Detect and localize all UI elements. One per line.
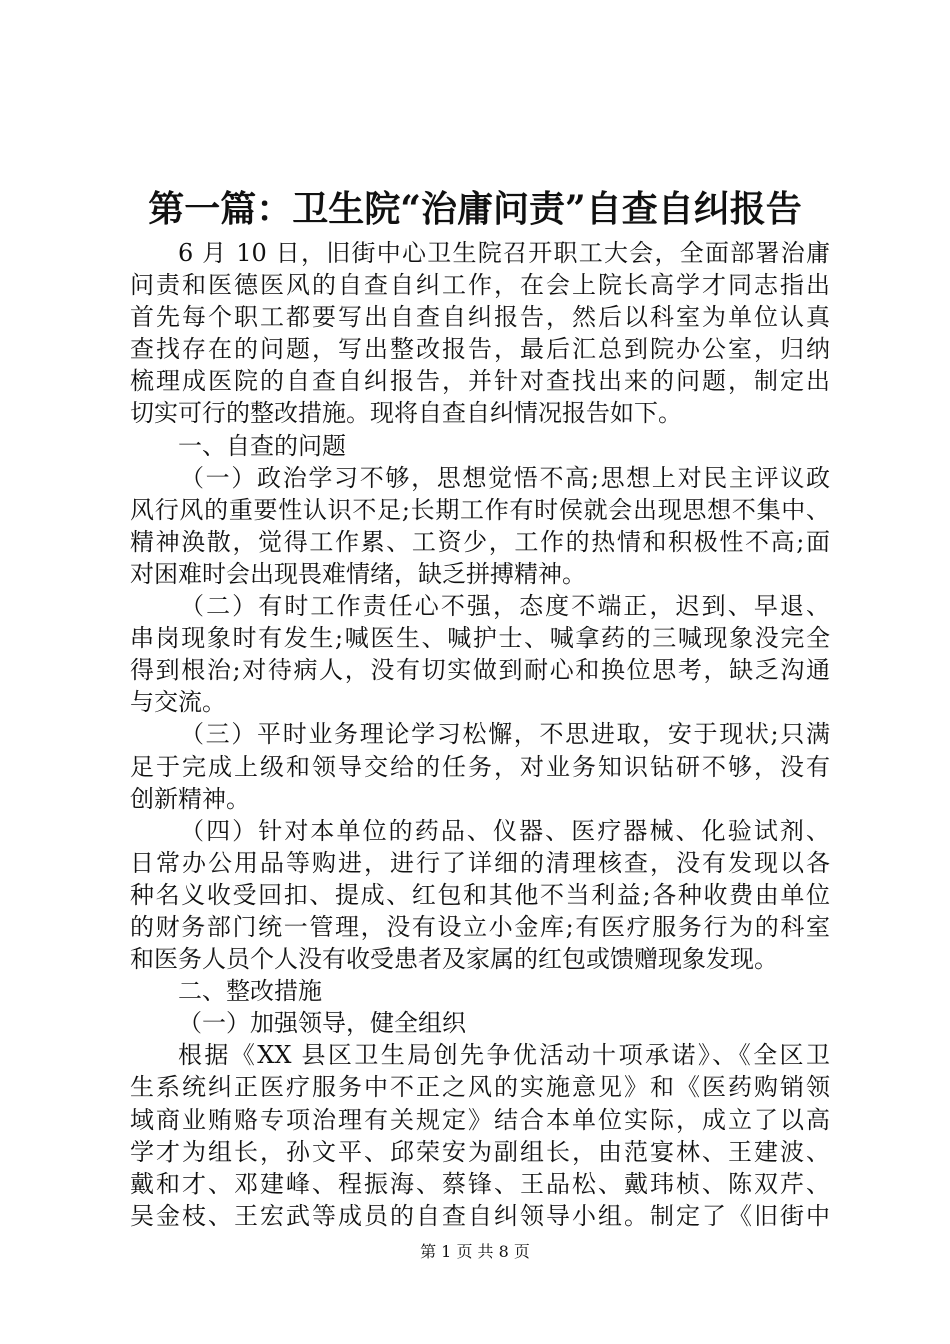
text-line: 6 月 10 日，旧街中心卫生院召开职工大会，全面部署治庸 [178,239,830,267]
text-line: 首先每个职工都要写出自查自纠报告，然后以科室为单位认真 [130,303,830,332]
text-line: 串岗现象时有发生;喊医生、喊护士、喊拿药的三喊现象没完全 [130,624,830,653]
text-line: 创新精神。 [130,784,250,813]
text-line: 与交流。 [130,688,226,717]
section-heading: 一、自查的问题 [178,431,346,460]
text-line: （四）针对本单位的药品、仪器、医疗器械、化验试剂、 [180,816,830,845]
text-line: 问责和医德医风的自查自纠工作，在会上院长高学才同志指出 [130,271,830,300]
text-line: 梳理成医院的自查自纠报告，并针对查找出来的问题，制定出 [130,367,830,396]
text-line: 的财务部门统一管理，没有设立小金库;有医疗服务行为的科室 [130,912,830,941]
text-line: 精神涣散，觉得工作累、工资少，工作的热情和积极性不高;面 [130,527,830,556]
text-line: 和医务人员个人没有收受患者及家属的红包或馈赠现象发现。 [130,945,778,974]
text-line: 足于完成上级和领导交给的任务，对业务知识钻研不够，没有 [130,752,830,781]
document-body [130,237,830,1232]
text-line: 得到根治;对待病人，没有切实做到耐心和换位思考，缺乏沟通 [130,656,830,685]
text-line: 查找存在的问题，写出整改报告，最后汇总到院办公室，归纳 [130,335,830,364]
text-line: 日常办公用品等购进，进行了详细的清理核查，没有发现以各 [130,848,830,877]
text-line: 生系统纠正医疗服务中不正之风的实施意见》和《医药购销领 [130,1073,830,1102]
section-heading: 二、整改措施 [178,977,322,1006]
text-line: 学才为组长，孙文平、邱荣安为副组长，由范宴林、王建波、 [130,1137,830,1166]
text-line: 切实可行的整改措施。现将自查自纠情况报告如下。 [130,399,682,428]
text-line: 对困难时会出现畏难情绪，缺乏拼搏精神。 [130,559,586,588]
text-line: （三）平时业务理论学习松懈，不思进取，安于现状;只满 [180,720,830,749]
text-line: （一）政治学习不够，思想觉悟不高;思想上对民主评议政 [180,463,830,492]
page-number: 第 1 页 共 8 页 [420,1242,530,1261]
text-line: 吴金枝、王宏武等成员的自查自纠领导小组。制定了《旧街中 [130,1201,830,1230]
document-title: 第一篇：卫生院“治庸问责”自查自纠报告 [148,188,802,230]
text-line: 根据《XX 县区卫生局创先争优活动十项承诺》、《全区卫 [178,1041,830,1070]
text-line: 戴和才、邓建峰、程振海、蔡锋、王品松、戴玮桢、陈双芹、 [130,1169,830,1198]
text-line: 域商业贿赂专项治理有关规定》结合本单位实际，成立了以高 [130,1105,830,1134]
text-line: （二）有时工作责任心不强，态度不端正，迟到、早退、 [180,592,830,621]
subsection-heading: （一）加强领导，健全组织 [178,1009,466,1038]
text-line: 风行风的重要性认识不足;长期工作有时侯就会出现思想不集中、 [130,495,830,524]
text-line: 种名义收受回扣、提成、红包和其他不当利益;各种收费由单位 [130,880,830,909]
